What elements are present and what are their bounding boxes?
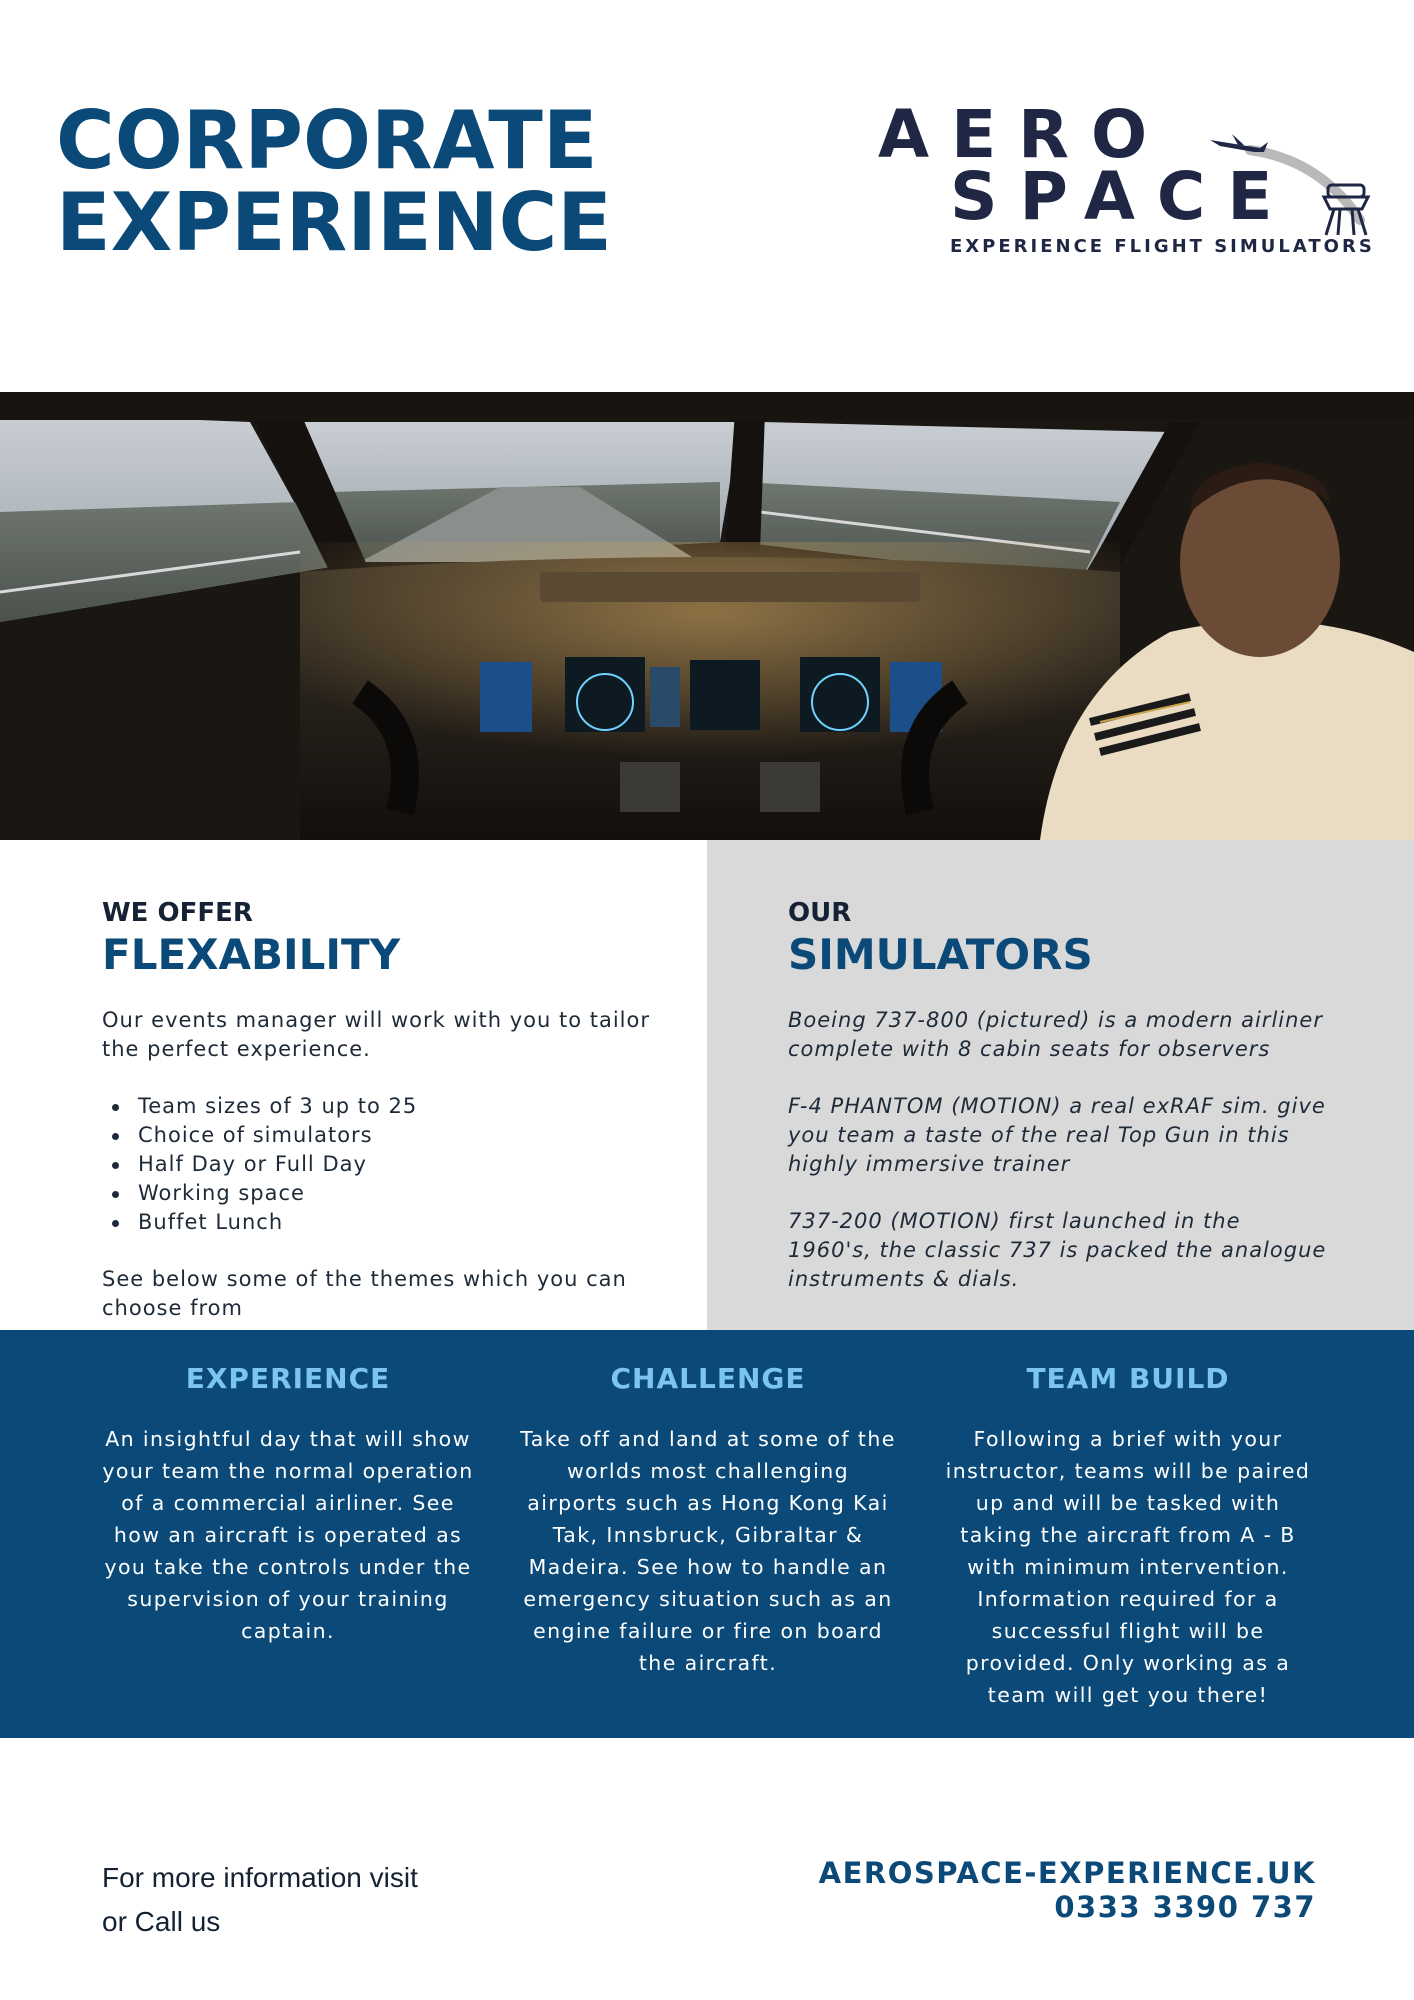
footer-info [102, 1856, 418, 1944]
offer-outro: See below some of the themes which you can choose from [102, 1267, 627, 1320]
list-item: Team sizes of 3 up to 25 [102, 1092, 662, 1121]
list-item: Working space [102, 1179, 662, 1208]
theme-text: An insightful day that will show your team the normal operation of a commercial airliner. See how an aircraft is operated as you take the controls under the supervision of your training captain. [102, 1427, 474, 1643]
simulators-heading: SIMULATORS [788, 930, 1093, 979]
simulators-body [788, 1006, 1328, 1322]
phone-number[interactable]: 0333 3390 737 [1054, 1890, 1316, 1924]
theme-title: TEAM BUILD [1026, 1362, 1230, 1395]
website-link[interactable]: AEROSPACE-EXPERIENCE.UK [818, 1856, 1316, 1890]
offer-list [102, 1092, 662, 1237]
page-title-line2: EXPERIENCE [56, 176, 612, 269]
themes-band [0, 1330, 1414, 1738]
theme-text: Take off and land at some of the worlds most challenging airports such as Hong Kong Kai Tak, Innsbruck, Gibraltar & Madeira. See how to handle an emergency situation such as an engine failure or fire on board the aircraft. [520, 1427, 896, 1675]
list-item: Choice of simulators [102, 1121, 662, 1150]
theme-title: CHALLENGE [610, 1362, 806, 1395]
footer-line2: or Call us [102, 1906, 221, 1937]
simulators-section [707, 840, 1414, 1330]
airplane-tower-icon [1210, 130, 1380, 240]
list-item: Half Day or Full Day [102, 1150, 662, 1179]
theme-title: EXPERIENCE [185, 1362, 391, 1395]
offer-section [0, 840, 707, 1330]
theme-team-build [938, 1330, 1318, 1711]
page-title-line1: CORPORATE [56, 94, 598, 187]
offer-body [102, 1006, 662, 1323]
logo-word-aero: AERO [878, 96, 1170, 173]
offer-heading: FLEXABILITY [102, 930, 401, 979]
footer-line1: For more information visit [102, 1862, 418, 1893]
theme-text: Following a brief with your instructor, teams will be paired up and will be tasked with taking the aircraft from A - B with minimum intervention. Information required for a successful flight will be provided. Only working as a team will get you there! [945, 1427, 1311, 1707]
logo-tagline: EXPERIENCE FLIGHT SIMULATORS [950, 236, 1375, 257]
aerospace-logo [870, 96, 1380, 270]
simulator-paragraph: F-4 PHANTOM (MOTION) a real exRAF sim. give you team a taste of the real Top Gun in this highly immersive trainer [788, 1094, 1326, 1176]
theme-experience [98, 1330, 478, 1647]
offer-intro: Our events manager will work with you to tailor the perfect experience. [102, 1008, 650, 1061]
simulators-kicker: OUR [788, 898, 852, 928]
cockpit-photo [0, 392, 1414, 840]
offer-kicker: WE OFFER [102, 898, 253, 928]
list-item: Buffet Lunch [102, 1208, 662, 1237]
simulator-paragraph: Boeing 737-800 (pictured) is a modern airliner complete with 8 cabin seats for observers [788, 1008, 1323, 1061]
simulator-paragraph: 737-200 (MOTION) first launched in the 1960's, the classic 737 is packed the analogue instruments & dials. [788, 1209, 1327, 1291]
theme-challenge [518, 1330, 898, 1679]
footer-contact [819, 1856, 1316, 1924]
logo-word-space: SPACE [950, 158, 1295, 235]
page-title [56, 94, 612, 269]
